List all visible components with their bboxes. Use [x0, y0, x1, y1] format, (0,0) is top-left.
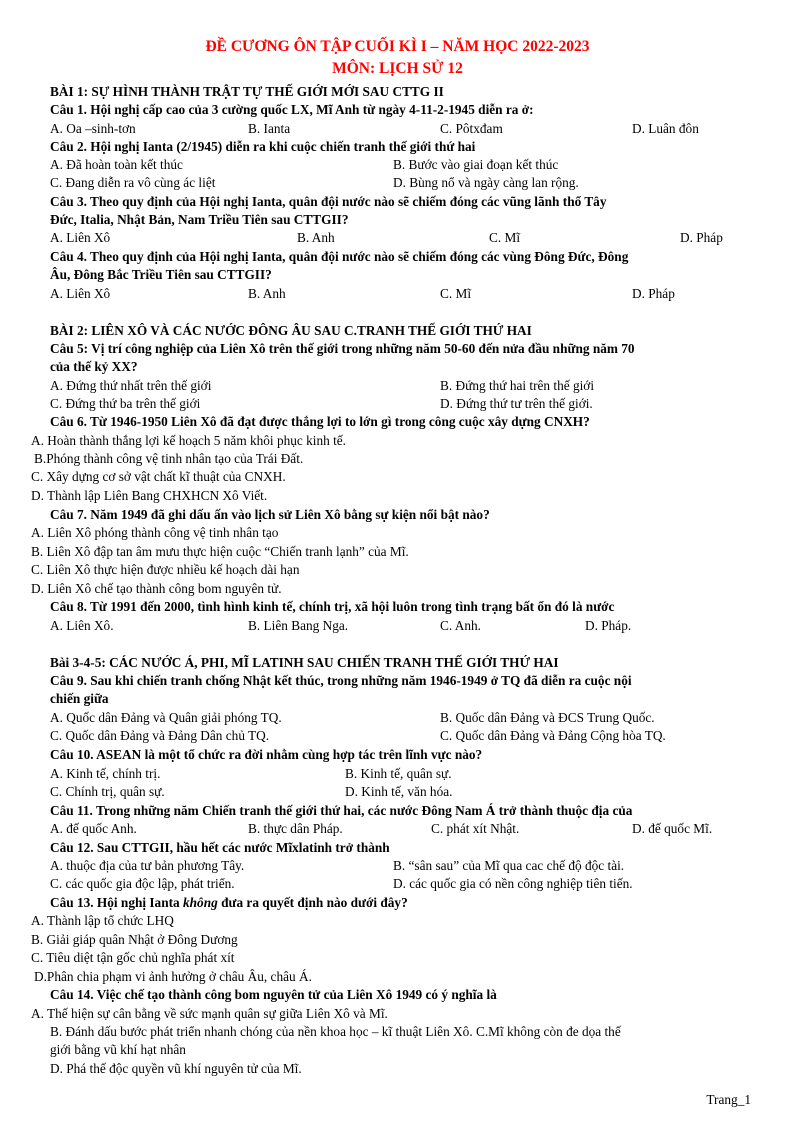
answer-option: D. các quốc gia có nền công nghiệp tiên tiến.: [393, 876, 633, 891]
section-heading: BÀI 1: SỰ HÌNH THÀNH TRẬT TỰ THẾ GIỚI MỚI SAU CTTG II: [50, 84, 444, 99]
answer-option: B. Kinh tế, quân sự.: [345, 766, 452, 781]
answer-option: A. thuộc địa của tư bản phương Tây.: [50, 858, 245, 873]
answer-option: A. Oa –sinh-tơn: [50, 121, 136, 136]
section-heading: Bài 3-4-5: CÁC NƯỚC Á, PHI, MĨ LATINH SAU CHIẾN TRANH THẾ GIỚI THỨ HAI: [50, 655, 559, 670]
answer-option: D. Pháp: [632, 286, 675, 301]
question: Câu 10. ASEAN là một tổ chức ra đời nhằm cùng hợp tác trên lĩnh vực nào?: [50, 747, 483, 762]
answer-option: A. Liên Xô.: [50, 618, 114, 633]
answer-option: A. Liên Xô phóng thành công vệ tinh nhân tạo: [31, 525, 279, 540]
answer-option: D. Thành lập Liên Bang CHXHCN Xô Viết.: [31, 488, 268, 503]
answer-option: C. phát xít Nhật.: [431, 821, 520, 836]
question-emphasis: không: [183, 895, 218, 910]
question: Câu 7. Năm 1949 đã ghi dấu ấn vào lịch sử Liên Xô bằng sự kiện nổi bật nào?: [50, 507, 490, 522]
question: Câu 3. Theo quy định của Hội nghị Ianta, quân đội nước nào sẽ chiếm đóng các vũng lãnh thổ Tây: [50, 194, 607, 209]
answer-option: A. Hoàn thành thắng lợi kế hoạch 5 năm khôi phục kinh tế.: [31, 433, 347, 448]
question-text: Câu 13. Hội nghị Ianta: [50, 895, 184, 910]
question: Câu 5: Vị trí công nghiệp của Liên Xô trên thế giới trong những năm 50-60 đến nửa đầu những năm 70: [50, 341, 635, 356]
answer-option: C. Liên Xô thực hiện được nhiều kế hoạch dài hạn: [31, 562, 300, 577]
answer-option: D. Kinh tế, văn hóa.: [345, 784, 453, 799]
answer-option: C. Chính trị, quân sự.: [50, 784, 165, 799]
answer-option: A. Thế hiện sự cân bằng về sức mạnh quân sự giữa Liên Xô và Mĩ.: [31, 1006, 388, 1021]
answer-option: C. Anh.: [440, 618, 482, 633]
question-cont: Đức, Italia, Nhật Bản, Nam Triều Tiên sau CTTGII?: [50, 212, 349, 227]
answer-option: B. Quốc dân Đảng và ĐCS Trung Quốc.: [440, 710, 655, 725]
subject-title: MÔN: LỊCH SỬ 12: [332, 60, 463, 77]
question: Câu 14. Việc chế tạo thành công bom nguyên tử của Liên Xô 1949 có ý nghĩa là: [50, 987, 497, 1002]
answer-option: D. Liên Xô chế tạo thành công bom nguyên tử.: [31, 581, 282, 596]
question: [50, 894, 408, 912]
answer-option: B. Liên Bang Nga.: [248, 618, 349, 633]
question-cont: của thế kỷ XX?: [50, 359, 138, 374]
answer-option: D. Đứng thứ tư trên thế giới.: [440, 396, 593, 411]
answer-option: B. Anh: [248, 286, 286, 301]
answer-option: D. Pháp.: [585, 618, 632, 633]
answer-option: D. đế quốc Mĩ.: [632, 821, 713, 836]
question-cont: Âu, Đông Bắc Triều Tiên sau CTTGII?: [50, 267, 272, 282]
answer-option: A. đế quốc Anh.: [50, 821, 137, 836]
question: Câu 1. Hội nghị cấp cao của 3 cường quốc LX, Mĩ Anh từ ngày 4-11-2-1945 diễn ra ở:: [50, 102, 534, 117]
page-number: Trang_1: [706, 1092, 751, 1107]
answer-option: A. Liên Xô: [50, 230, 111, 245]
section-heading: BÀI 2: LIÊN XÔ VÀ CÁC NƯỚC ĐÔNG ÂU SAU C.TRANH THẾ GIỚI THỨ HAI: [50, 323, 532, 338]
question-text: đưa ra quyết định nào dưới đây?: [217, 895, 408, 910]
answer-option: C. Đứng thứ ba trên thế giới: [50, 396, 201, 411]
answer-option: A. Liên Xô: [50, 286, 111, 301]
answer-option: C. Quốc dân Đảng và Đảng Dân chủ TQ.: [50, 728, 270, 743]
answer-option: C. Xây dựng cơ sở vật chất kĩ thuật của CNXH.: [31, 469, 286, 484]
answer-option: A. Thành lập tổ chức LHQ: [31, 913, 174, 928]
question: Câu 2. Hội nghị Ianta (2/1945) diễn ra khi cuộc chiến tranh thế giới thứ hai: [50, 139, 476, 154]
answer-option: B. thực dân Pháp.: [248, 821, 343, 836]
answer-option: D.Phân chia phạm vi ảnh hưởng ở châu Âu, châu Á.: [34, 969, 312, 984]
question: Câu 8. Từ 1991 đến 2000, tình hình kinh tế, chính trị, xã hội luôn trong tình trạng bất ổn đó là nước: [50, 599, 615, 614]
answer-option: D. Phá thế độc quyền vũ khí nguyên tử của Mĩ.: [50, 1061, 302, 1076]
answer-option: C. Tiêu diệt tận gốc chủ nghĩa phát xít: [31, 950, 235, 965]
question: Câu 4. Theo quy định của Hội nghị Ianta, quân đội nước nào sẽ chiếm đóng các vùng Đông Đức, Đông: [50, 249, 629, 264]
answer-option: B. Liên Xô đập tan âm mưu thực hiện cuộc “Chiến tranh lạnh” của Mĩ.: [31, 544, 409, 559]
answer-option: D. Luân đôn: [632, 121, 699, 136]
document-title: ĐỀ CƯƠNG ÔN TẬP CUỐI KÌ I – NĂM HỌC 2022-2023: [205, 38, 590, 55]
answer-option: C. Pôtxđam: [440, 121, 503, 136]
answer-option-cont: giới bằng vũ khí hạt nhân: [50, 1042, 186, 1057]
answer-option: A. Đã hoàn toàn kết thúc: [50, 157, 183, 172]
question: Câu 9. Sau khi chiến tranh chống Nhật kết thúc, trong những năm 1946-1949 ở TQ đã diễn ra cuộc nội: [50, 673, 632, 688]
answer-option: B. Ianta: [248, 121, 291, 136]
answer-option: B.Phóng thành công vệ tinh nhân tạo của Trái Đất.: [34, 451, 304, 466]
answer-option: A. Kinh tế, chính trị.: [50, 766, 161, 781]
answer-option: B. Giải giáp quân Nhật ở Đông Dương: [31, 932, 238, 947]
question: Câu 12. Sau CTTGII, hầu hết các nước Mĩxlatinh trở thành: [50, 840, 390, 855]
question-cont: chiến giữa: [50, 691, 109, 706]
answer-option: D. Bùng nổ và ngày càng lan rộng.: [393, 175, 579, 190]
answer-option: B. Đứng thứ hai trên thế giới: [440, 378, 595, 393]
answer-option: D. Pháp: [680, 230, 723, 245]
answer-option: C. Mĩ: [440, 286, 472, 301]
answer-option: C. Quốc dân Đảng và Đảng Cộng hòa TQ.: [440, 728, 666, 743]
answer-option: A. Đứng thứ nhất trên thế giới: [50, 378, 212, 393]
answer-option: B. “sân sau” của Mĩ qua cac chế độ độc tài.: [393, 858, 625, 873]
answer-option: B. Bước vào giai đoạn kết thúc: [393, 157, 559, 172]
answer-option: B. Đánh dấu bước phát triển nhanh chóng của nền khoa học – kĩ thuật Liên Xô. C.Mĩ không còn đe dọa thế: [50, 1024, 621, 1039]
answer-option: B. Anh: [297, 230, 335, 245]
question: Câu 6. Từ 1946-1950 Liên Xô đã đạt được thắng lợi to lớn gì trong công cuộc xây dựng CNXH?: [50, 414, 590, 429]
answer-option: A. Quốc dân Đảng và Quân giải phóng TQ.: [50, 710, 282, 725]
answer-option: C. các quốc gia độc lập, phát triển.: [50, 876, 235, 891]
question: Câu 11. Trong những năm Chiến tranh thế giới thứ hai, các nước Đông Nam Á trở thành thuộc địa của: [50, 803, 633, 818]
answer-option: C. Đang diễn ra vô cùng ác liệt: [50, 175, 216, 190]
answer-option: C. Mĩ: [489, 230, 521, 245]
